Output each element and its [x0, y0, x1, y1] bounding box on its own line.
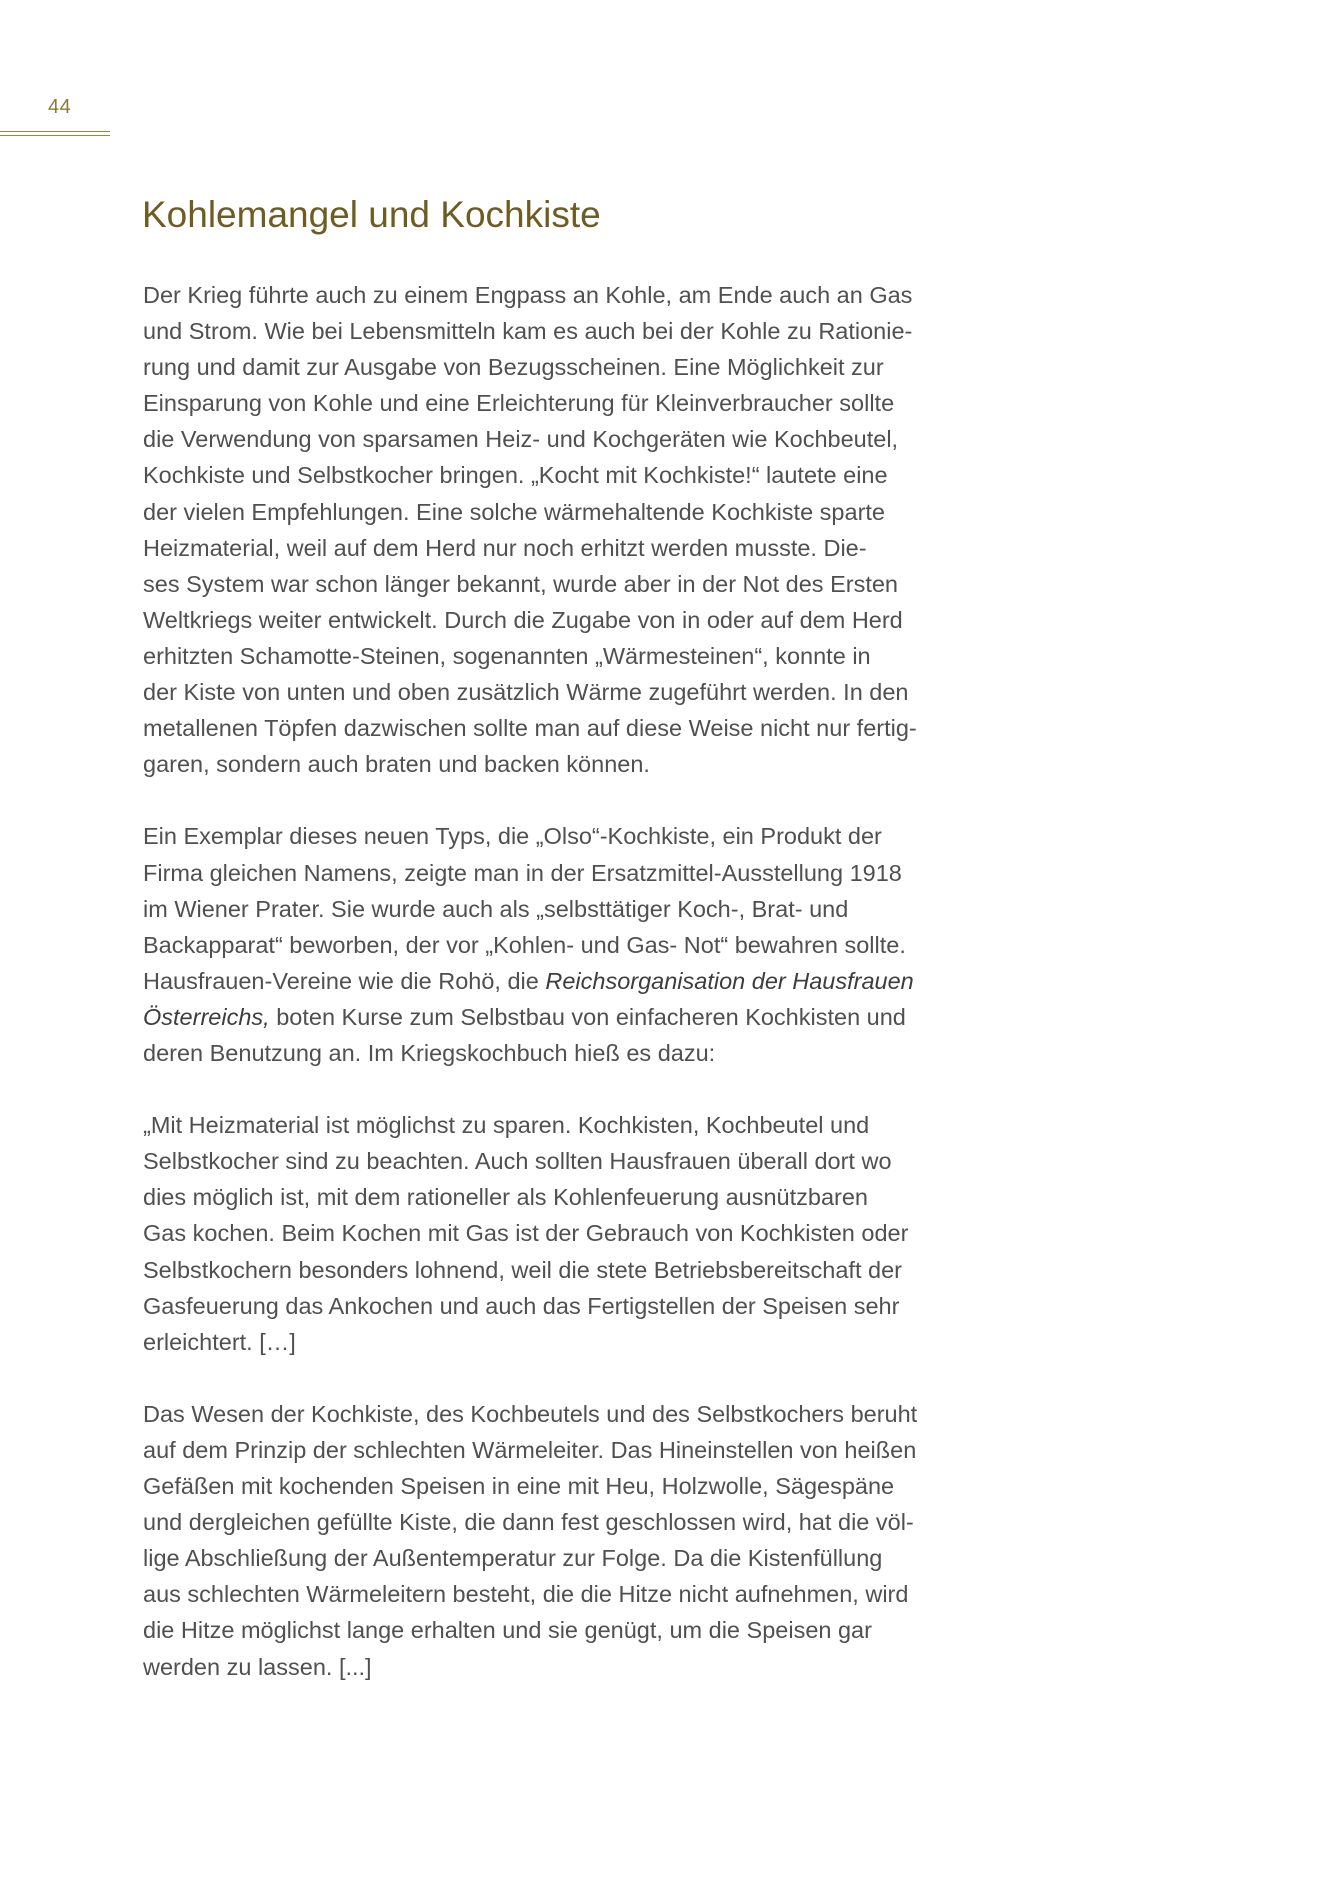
- organisation-name-italic: Reichsorganisation der Hausfrauen: [545, 967, 914, 994]
- page-number: 44: [48, 96, 72, 118]
- text-line: Das Wesen der Kochkiste, des Kochbeutels und des Selbstkochers beruht: [143, 1400, 918, 1427]
- text-line: Gefäßen mit kochenden Speisen in eine mit Heu, Holzwolle, Sägespäne: [143, 1473, 895, 1500]
- text-line: Backapparat“ beworben, der vor „Kohlen- und Gas- Not“ bewahren sollte.: [143, 931, 906, 958]
- paragraph-1: [143, 277, 1043, 782]
- paragraph-2: [143, 818, 1043, 1071]
- text-line: erhitzten Schamotte-Steinen, sogenannten „Wärmesteinen“, konnte in: [143, 642, 871, 669]
- body-text: [143, 277, 1043, 1721]
- text-line: Weltkriegs weiter entwickelt. Durch die Zugabe von in oder auf dem Herd: [143, 606, 903, 633]
- text-line: Selbstkocher sind zu beachten. Auch sollten Hausfrauen überall dort wo: [143, 1148, 892, 1175]
- text-line: Einsparung von Kohle und eine Erleichterung für Kleinverbraucher sollte: [143, 390, 895, 417]
- text-line: aus schlechten Wärmeleitern besteht, die die Hitze nicht aufnehmen, wird: [143, 1581, 909, 1608]
- text-line: ses System war schon länger bekannt, wurde aber in der Not des Ersten: [143, 570, 898, 597]
- organisation-name-italic: Österreichs,: [143, 1003, 270, 1030]
- text-line: Heizmaterial, weil auf dem Herd nur noch erhitzt werden musste. Die-: [143, 534, 867, 561]
- text-line: die Hitze möglichst lange erhalten und sie genügt, um die Speisen gar: [143, 1617, 872, 1644]
- text-line: der vielen Empfehlungen. Eine solche wärmehaltende Kochkiste sparte: [143, 498, 885, 525]
- text-line: Gas kochen. Beim Kochen mit Gas ist der Gebrauch von Kochkisten oder: [143, 1220, 909, 1247]
- text-line: Firma gleichen Namens, zeigte man in der Ersatzmittel-Ausstellung 1918: [143, 859, 902, 886]
- text-line: Gasfeuerung das Ankochen und auch das Fertigstellen der Speisen sehr: [143, 1292, 900, 1319]
- text-line: und dergleichen gefüllte Kiste, die dann fest geschlossen wird, hat die völ-: [143, 1509, 914, 1536]
- text-line: dies möglich ist, mit dem rationeller als Kohlenfeuerung ausnützbaren: [143, 1184, 868, 1211]
- header-rule-top: [0, 131, 110, 132]
- text-line: auf dem Prinzip der schlechten Wärmeleiter. Das Hineinstellen von heißen: [143, 1437, 917, 1463]
- text-line: rung und damit zur Ausgabe von Bezugsscheinen. Eine Möglichkeit zur: [143, 354, 884, 381]
- text-line: Selbstkochern besonders lohnend, weil die stete Betriebsbereitschaft der: [143, 1256, 902, 1283]
- text-line: erleichtert. […]: [143, 1328, 296, 1355]
- text-line: deren Benutzung an. Im Kriegskochbuch hieß es dazu:: [143, 1039, 716, 1066]
- page-title: Kohlemangel und Kochkiste: [142, 194, 601, 235]
- text-line: Der Krieg führte auch zu einem Engpass an Kohle, am Ende auch an Gas: [143, 282, 913, 308]
- text-line: Ein Exemplar dieses neuen Typs, die „Olso“-Kochkiste, ein Produkt der: [143, 823, 882, 850]
- text-line: der Kiste von unten und oben zusätzlich Wärme zugeführt werden. In den: [143, 679, 909, 706]
- text-line: „Mit Heizmaterial ist möglichst zu sparen. Kochkisten, Kochbeutel und: [143, 1112, 870, 1139]
- text-line: im Wiener Prater. Sie wurde auch als „selbsttätiger Koch-, Brat- und: [143, 895, 849, 922]
- quote-paragraph-1: [143, 1107, 1043, 1360]
- text-line: [143, 999, 1043, 1035]
- text-line: metallenen Töpfen dazwischen sollte man auf diese Weise nicht nur fertig-: [143, 715, 917, 742]
- text-run: boten Kurse zum Selbstbau von einfacheren Kochkisten und: [269, 1003, 906, 1030]
- text-line: werden zu lassen. [...]: [143, 1653, 372, 1680]
- text-line: und Strom. Wie bei Lebensmitteln kam es auch bei der Kohle zu Rationie-: [143, 318, 913, 345]
- text-run: Hausfrauen-Vereine wie die Rohö, die: [143, 967, 546, 994]
- text-line: [143, 963, 1043, 999]
- text-line: die Verwendung von sparsamen Heiz- und Kochgeräten wie Kochbeutel,: [143, 426, 899, 453]
- header-rule-bottom: [0, 135, 110, 136]
- text-line: lige Abschließung der Außentemperatur zur Folge. Da die Kistenfüllung: [143, 1545, 883, 1572]
- text-line: Kochkiste und Selbstkocher bringen. „Kocht mit Kochkiste!“ lautete eine: [143, 462, 888, 489]
- quote-paragraph-2: [143, 1396, 1043, 1685]
- text-line: garen, sondern auch braten und backen können.: [143, 751, 650, 778]
